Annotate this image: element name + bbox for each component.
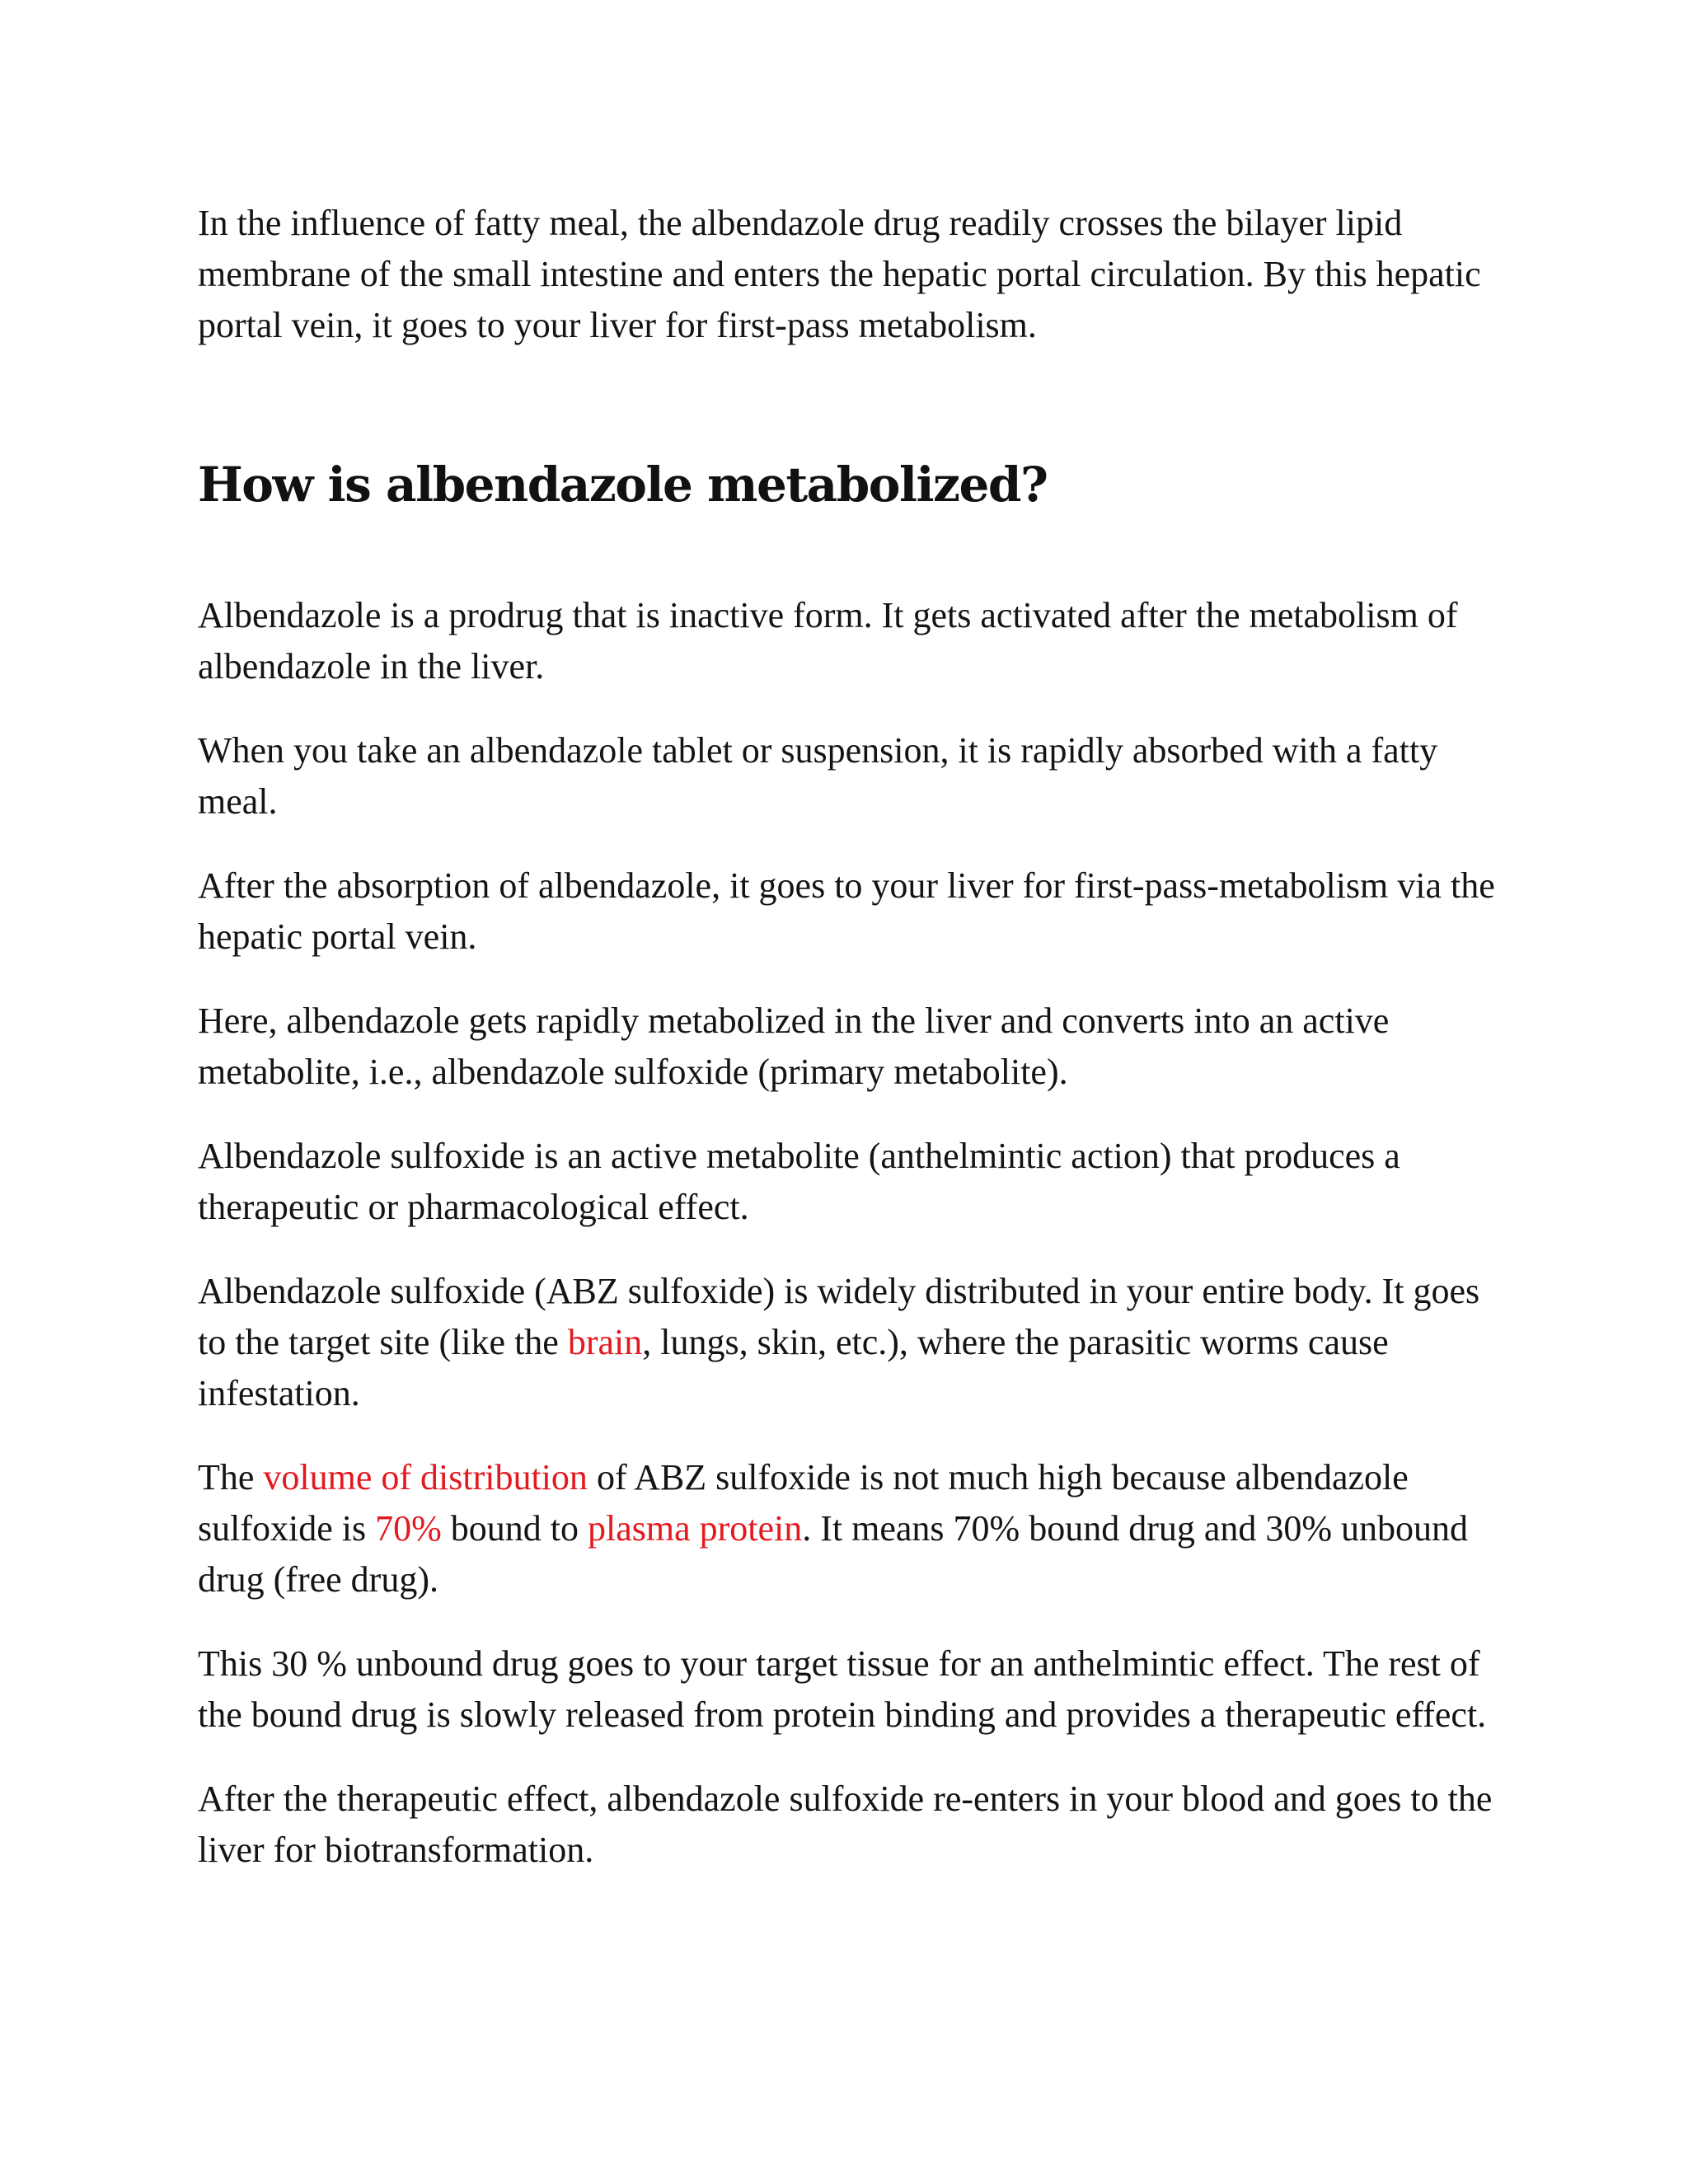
- paragraph-text: The: [198, 1457, 264, 1497]
- paragraph-distribution: [198, 1266, 1500, 1419]
- link-70-percent[interactable]: 70%: [375, 1508, 442, 1549]
- link-plasma-protein[interactable]: plasma protein: [588, 1508, 803, 1549]
- paragraph-first-pass: After the absorption of albendazole, it goes to your liver for first-pass-metabolism via the hepatic portal vein.: [198, 865, 1495, 957]
- link-volume-of-distribution[interactable]: volume of distribution: [263, 1457, 588, 1497]
- section-heading: How is albendazole metabolized?: [198, 457, 1048, 513]
- paragraph-therapeutic-effect: Albendazole sulfoxide is an active metabolite (anthelmintic action) that produces a therapeutic or pharmacological effect.: [198, 1136, 1400, 1227]
- paragraph-text: Albendazole sulfoxide (ABZ sulfoxide) is widely distributed in your entire body. It goes to the target site (like the: [198, 1271, 1480, 1362]
- paragraph-active-metabolite: Here, albendazole gets rapidly metabolized in the liver and converts into an active metabolite, i.e., albendazole sulfoxide (primary metabolite).: [198, 1001, 1390, 1092]
- link-brain[interactable]: brain: [567, 1322, 643, 1362]
- paragraph-text: . It means 70% bound drug and 30% unbound drug (free drug).: [198, 1508, 1469, 1600]
- paragraph-unbound-drug: This 30 % unbound drug goes to your target tissue for an anthelmintic effect. The rest of the bound drug is slowly released from protein binding and provides a therapeutic effect.: [198, 1643, 1487, 1735]
- article-body: [198, 198, 1500, 1909]
- paragraph-text: bound to: [441, 1508, 588, 1549]
- paragraph-text: of ABZ sulfoxide is not much high because albendazole sulfoxide is: [198, 1457, 1409, 1549]
- paragraph-text: , lungs, skin, etc.), where the parasitic worms cause infestation.: [198, 1322, 1389, 1413]
- intro-paragraph: In the influence of fatty meal, the albendazole drug readily crosses the bilayer lipid membrane of the small intestine and enters the hepatic portal circulation. By this hepatic portal vein, it goes to your liver for first-pass metabolism.: [198, 203, 1481, 345]
- paragraph-protein-binding: [198, 1452, 1500, 1605]
- paragraph-prodrug: Albendazole is a prodrug that is inactive form. It gets activated after the metabolism of albendazole in the liver.: [198, 595, 1458, 687]
- paragraph-absorption: When you take an albendazole tablet or suspension, it is rapidly absorbed with a fatty meal.: [198, 730, 1438, 822]
- paragraph-biotransformation: After the therapeutic effect, albendazole sulfoxide re-enters in your blood and goes to the liver for biotransformation.: [198, 1779, 1493, 1870]
